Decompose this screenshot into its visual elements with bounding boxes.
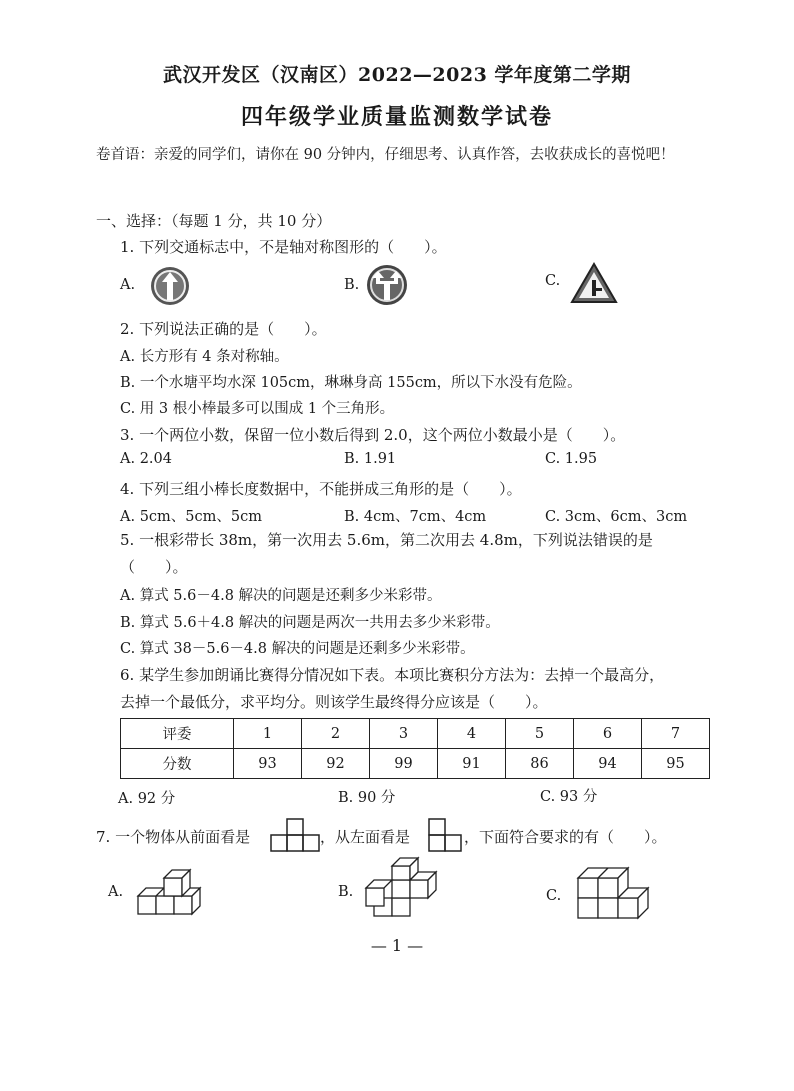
q6-option-c: C. 93 分 xyxy=(540,789,598,805)
table-cell: 91 xyxy=(438,749,506,779)
q2-option-c: C. 用 3 根小棒最多可以围成 1 个三角形。 xyxy=(120,401,395,417)
table-cell: 92 xyxy=(302,749,370,779)
q7-option-b-cubes-icon xyxy=(364,858,440,920)
front-view-figure-icon xyxy=(270,818,322,852)
table-cell: 94 xyxy=(574,749,642,779)
q7-option-b-label: B. xyxy=(338,884,354,900)
exam-title-line2: 四年级学业质量监测数学试卷 xyxy=(240,104,553,130)
q7-option-c-cubes-icon xyxy=(574,864,658,934)
q4-option-a: A. 5cm、5cm、5cm xyxy=(120,509,262,525)
section-heading: 一、选择：（每题 1 分，共 10 分） xyxy=(96,212,332,230)
question-1-stem: 1. 下列交通标志中，不是轴对称图形的（ ）。 xyxy=(120,238,447,256)
q1-option-c-label: C. xyxy=(545,273,561,289)
q1-option-a-label: A. xyxy=(120,277,136,293)
table-cell: 3 xyxy=(370,719,438,749)
table-cell: 7 xyxy=(642,719,710,749)
q7-option-a-label: A. xyxy=(108,884,124,900)
table-cell: 4 xyxy=(438,719,506,749)
q2-option-b: B. 一个水塘平均水深 105cm，琳琳身高 155cm，所以下水没有危险。 xyxy=(120,375,582,391)
q1-option-b-label: B. xyxy=(344,277,360,293)
preface-text: 卷首语：亲爱的同学们，请你在 90 分钟内，仔细思考、认真作答，去收获成长的喜悦吧！ xyxy=(96,147,675,163)
q7-option-c-label: C. xyxy=(546,888,562,904)
page-number: — 1 — xyxy=(370,936,424,955)
table-cell: 1 xyxy=(234,719,302,749)
score-table xyxy=(120,718,710,779)
q2-option-a: A. 长方形有 4 条对称轴。 xyxy=(120,349,289,365)
q4-option-b: B. 4cm、7cm、4cm xyxy=(344,509,487,525)
traffic-sign-straight-arrow-icon xyxy=(150,266,190,306)
table-row-label-score: 分数 xyxy=(121,749,234,779)
question-3-stem: 3. 一个两位小数，保留一位小数后得到 2.0，这个两位小数最小是（ ）。 xyxy=(120,426,626,444)
question-7-stem-part1: 7. 一个物体从前面看是 xyxy=(96,828,251,846)
left-view-figure-icon xyxy=(428,818,464,852)
traffic-sign-fork-arrow-icon xyxy=(366,264,408,306)
q3-option-b: B. 1.91 xyxy=(344,451,397,467)
table-cell: 99 xyxy=(370,749,438,779)
table-cell: 93 xyxy=(234,749,302,779)
q5-option-b: B. 算式 5.6＋4.8 解决的问题是两次一共用去多少米彩带。 xyxy=(120,615,500,631)
question-2-stem: 2. 下列说法正确的是（ ）。 xyxy=(120,320,327,338)
exam-title-line1: 武汉开发区（汉南区）2022—2023 学年度第二学期 xyxy=(163,64,631,86)
question-7-stem-part3: ，下面符合要求的有（ ）。 xyxy=(464,828,667,846)
question-5-stem-line1: 5. 一根彩带长 38m，第一次用去 5.6m，第二次用去 4.8m，下列说法错误的是 xyxy=(120,531,653,549)
table-cell: 95 xyxy=(642,749,710,779)
table-cell: 86 xyxy=(506,749,574,779)
question-6-stem-line2: 去掉一个最低分，求平均分。则该学生最终得分应该是（ ）。 xyxy=(120,693,548,711)
table-cell: 6 xyxy=(574,719,642,749)
table-row xyxy=(121,719,710,749)
question-4-stem: 4. 下列三组小棒长度数据中，不能拼成三角形的是（ ）。 xyxy=(120,480,522,498)
table-cell: 2 xyxy=(302,719,370,749)
q6-option-b: B. 90 分 xyxy=(338,790,396,806)
question-7-stem-part2: ，从左面看是 xyxy=(320,828,411,846)
q6-option-a: A. 92 分 xyxy=(118,791,176,807)
q4-option-c: C. 3cm、6cm、3cm xyxy=(545,509,688,525)
question-6-stem-line1: 6. 某学生参加朗诵比赛得分情况如下表。本项比赛积分方法为：去掉一个最高分， xyxy=(120,666,665,684)
table-row-label-judge: 评委 xyxy=(121,719,234,749)
traffic-sign-warning-triangle-icon xyxy=(570,262,618,304)
question-5-stem-line2: （ ）。 xyxy=(120,558,188,576)
q3-option-c: C. 1.95 xyxy=(545,451,598,467)
q7-option-a-cubes-icon xyxy=(136,870,220,916)
q5-option-a: A. 算式 5.6－4.8 解决的问题是还剩多少米彩带。 xyxy=(120,588,442,604)
q5-option-c: C. 算式 38－5.6－4.8 解决的问题是还剩多少米彩带。 xyxy=(120,641,475,657)
table-row xyxy=(121,749,710,779)
table-cell: 5 xyxy=(506,719,574,749)
q3-option-a: A. 2.04 xyxy=(120,451,172,467)
